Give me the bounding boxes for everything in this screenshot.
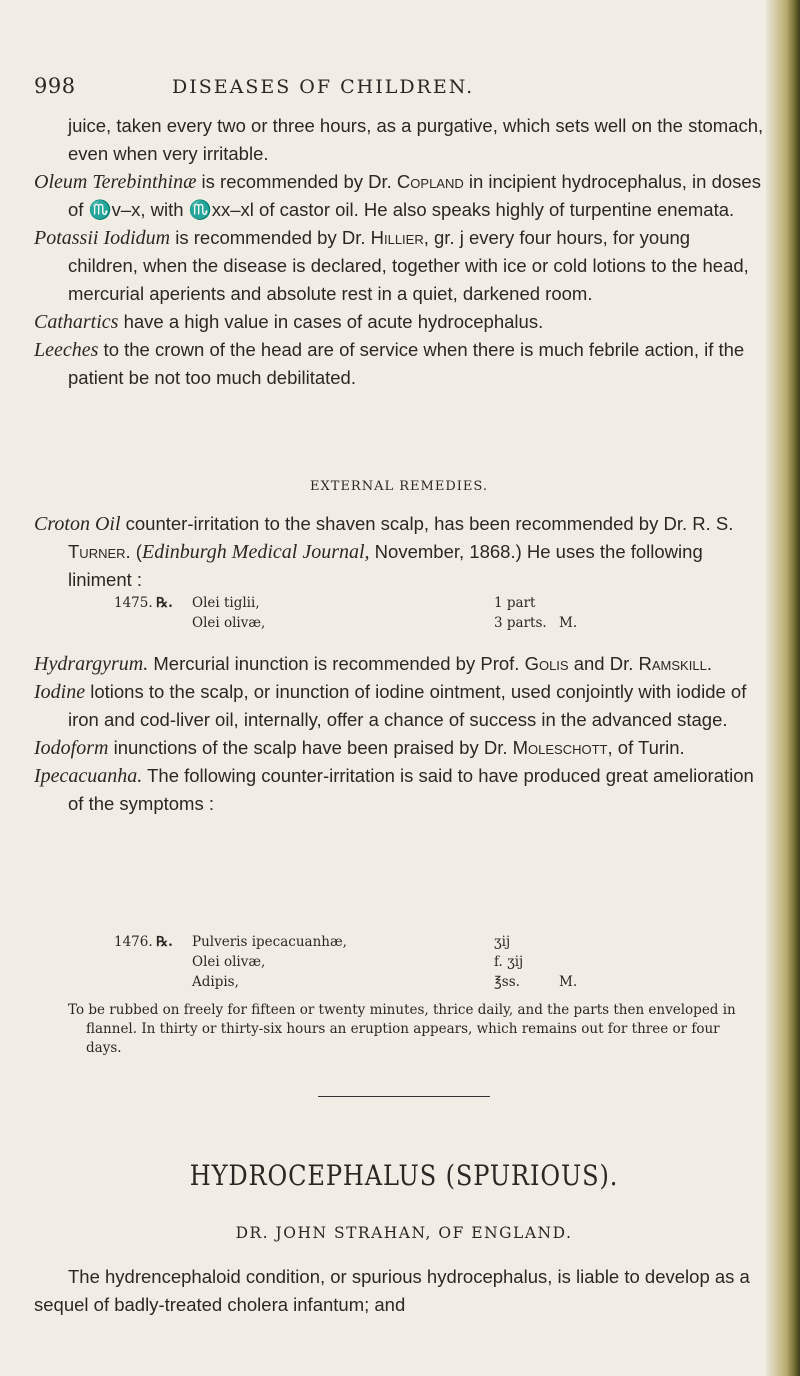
entry-term: Potassii Iodidum — [34, 227, 171, 249]
journal-name: Edinburgh Medical Journal, — [141, 541, 370, 563]
section-author: DR. JOHN STRAHAN, OF ENGLAND. — [235, 1224, 573, 1242]
entry-hydrargyrum: Hydrargyrum. Mercurial inunction is recommended by Prof. Golis and Dr. Ramskill. — [34, 653, 712, 675]
author-name: Moleschott — [512, 737, 608, 758]
entry-oleum-terebinthinae: Oleum Terebinthinæ is recommended by Dr. Copland in incipient hydrocephalus, in doses of ♏v–x, with ♏xx–xl of castor oil. He also speaks highly of turpentine enemata. — [34, 171, 761, 220]
entry-term: Hydrargyrum. — [34, 653, 149, 675]
recipe-symbol: ℞. — [156, 934, 173, 950]
entry-cathartics: Cathartics have a high value in cases of acute hydrocephalus. — [34, 311, 544, 333]
entry-iodine: Iodine lotions to the scalp, or inunction of iodine ointment, used conjointly with iodide of iron and cod-liver oil, internally, offer a chance of success in the advanced stage. — [34, 681, 747, 730]
prescription-number: 1476. — [114, 934, 153, 950]
prescription-1475 — [114, 593, 754, 633]
author-name: Hillier — [370, 227, 424, 248]
quantity: f. ʒij — [494, 954, 524, 970]
entry-leeches: Leeches to the crown of the head are of service when there is much febrile action, if the patient be not too much debilitated. — [34, 339, 745, 388]
entry-term: Oleum Terebinthinæ — [34, 171, 197, 193]
entry-list-mid — [34, 650, 764, 818]
prescription-row — [114, 593, 754, 613]
prescription-1476 — [114, 932, 754, 992]
prescription-row — [114, 932, 754, 952]
entry-iodoform: Iodoform inunctions of the scalp have been praised by Dr. Moleschott, of Turin. — [34, 737, 685, 759]
author-name: Ramskill — [638, 653, 707, 674]
page-content — [34, 0, 774, 1376]
ingredient: Olei olivæ, — [192, 615, 266, 631]
ingredient: Olei olivæ, — [192, 954, 266, 970]
quantity: 3 parts. — [494, 615, 547, 631]
section-title: HYDROCEPHALUS (SPURIOUS). — [189, 1159, 619, 1192]
ingredient: Adipis, — [192, 974, 239, 990]
author-name: R. S. Turner — [68, 513, 734, 562]
entry-term: Croton Oil — [34, 513, 121, 535]
page-number: 998 — [34, 74, 76, 98]
entry-term: Iodoform — [34, 737, 109, 759]
misce-mark: M. — [559, 615, 578, 631]
prescription-row — [114, 613, 754, 633]
recipe-symbol: ℞. — [156, 595, 173, 611]
entry-juice: juice, taken every two or three hours, as a purgative, which sets well on the stomach, even when very irritable. — [68, 115, 764, 164]
section-divider — [318, 1096, 490, 1097]
entry-term: Cathartics — [34, 311, 119, 333]
running-head: DISEASES OF CHILDREN. — [172, 76, 475, 98]
entry-term: Ipecacuanha. — [34, 765, 143, 787]
quantity: ʒij — [494, 934, 511, 950]
quantity: 1 part — [494, 595, 536, 611]
ingredient: Olei tiglii, — [192, 595, 260, 611]
section-intro-paragraph: The hydrencephaloid condition, or spurious hydrocephalus, is liable to develop as a sequel of badly-treated cholera infantum; and — [34, 1266, 750, 1315]
external-remedies-heading: EXTERNAL REMEDIES. — [310, 479, 488, 494]
prescription-note: To be rubbed on freely for fifteen or twenty minutes, thrice daily, and the parts then enveloped in flannel. In thirty or thirty-six hours an eruption appears, which remains out for three or four days. — [68, 1002, 736, 1056]
entry-croton-oil: Croton Oil counter-irritation to the shaven scalp, has been recommended by Dr. R. S. Turner. (Edinburgh Medical Journal, November, 1868.) He uses the following liniment : — [34, 513, 734, 590]
ingredient: Pulveris ipecacuanhæ, — [192, 934, 347, 950]
page-header — [34, 74, 774, 104]
entry-term: Iodine — [34, 681, 86, 703]
entry-list-top — [34, 112, 764, 392]
prescription-row — [114, 972, 754, 992]
prescription-number: 1475. — [114, 595, 153, 611]
author-name: Golis — [524, 653, 569, 674]
prescription-row — [114, 952, 754, 972]
entry-ipecacuanha: Ipecacuanha. The following counter-irritation is said to have produced great amelioration of the symptoms : — [34, 765, 754, 814]
author-name: Copland — [396, 171, 464, 192]
quantity: ℥ss. — [494, 974, 520, 990]
misce-mark: M. — [559, 974, 578, 990]
entry-potassii-iodidum: Potassii Iodidum is recommended by Dr. Hillier, gr. j every four hours, for young children, when the disease is declared, together with ice or cold lotions to the head, mercurial aperients and absolute rest in a quiet, darkened room. — [34, 227, 749, 304]
entry-term: Leeches — [34, 339, 99, 361]
